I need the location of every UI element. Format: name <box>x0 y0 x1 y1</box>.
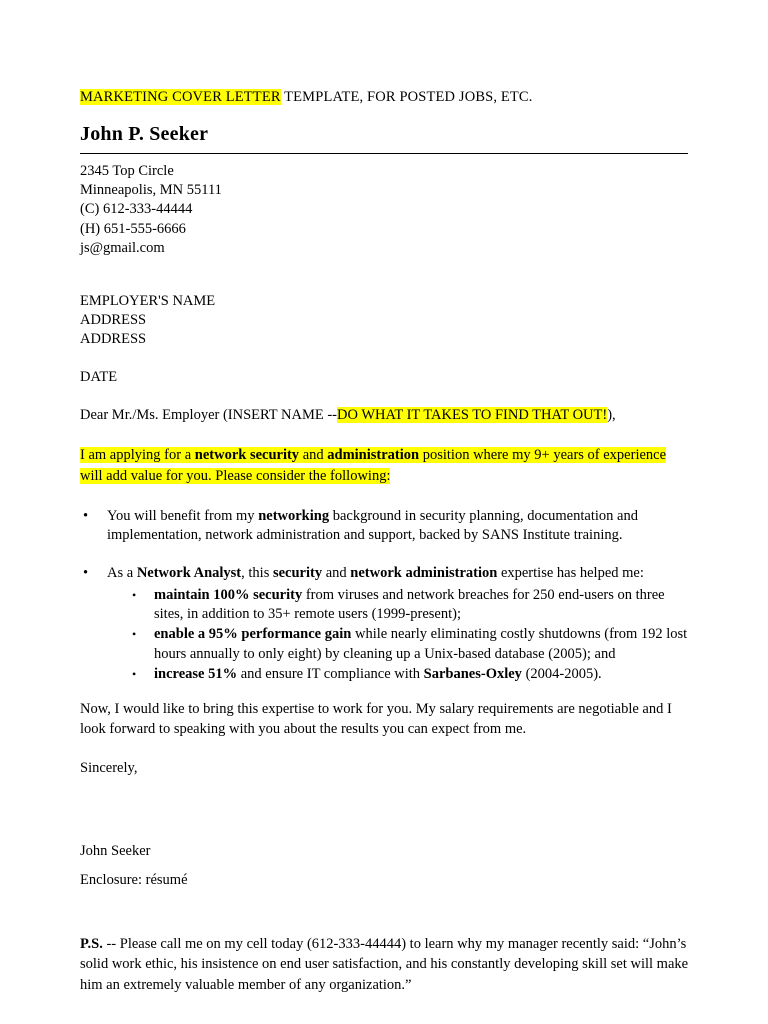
sign-off: Sincerely, <box>80 760 138 777</box>
bullet-icon: • <box>132 666 137 681</box>
sender-address-block <box>80 162 688 258</box>
bullet-2-part3: and <box>322 564 351 581</box>
postscript-paragraph <box>80 934 692 996</box>
spacer <box>80 349 688 369</box>
postscript-text: -- Please call me on my cell today (612-333-44444) to learn why my manager recently said: “John’s solid work ethic, his insistence on end user satisfaction, and his constantly developing skill set will make him an extremely valuable member of any organization.” <box>80 935 689 993</box>
spacer <box>80 386 688 406</box>
achievements-sublist <box>107 586 688 684</box>
list-item <box>80 564 688 685</box>
sub-bullet-2-text <box>154 625 688 664</box>
document-title-line <box>80 88 688 106</box>
sub-list-item <box>130 586 688 625</box>
list-item <box>80 507 688 546</box>
signature-space <box>80 778 688 842</box>
bullet-2-bold-security: security <box>272 564 323 581</box>
qualifications-list <box>80 507 688 684</box>
spacer <box>80 425 688 445</box>
sub-bullet-3-bold-sarbanes-oxley: Sarbanes-Oxley <box>423 665 522 682</box>
sub-bullet-2-bold: enable a 95% performance gain <box>154 626 352 643</box>
sub-bullet-3-part3: (2004-2005). <box>521 665 602 682</box>
title-remainder-text: TEMPLATE, FOR POSTED JOBS, ETC. <box>280 89 533 105</box>
spacer <box>80 258 688 292</box>
sub-list-item <box>130 665 688 684</box>
sub-bullet-1-text <box>154 586 688 625</box>
sender-phone-cell: (C) 612-333-44444 <box>80 201 193 218</box>
sub-bullet-2-rest: while nearly eliminating costly shutdowns (from 192 lost hours annually to only eight) by cleaning up a Unix-based database (2005); and <box>154 626 688 662</box>
intro-paragraph <box>80 445 670 487</box>
recipient-name-placeholder: EMPLOYER'S NAME <box>80 292 216 309</box>
salutation-prefix: Dear Mr./Ms. Employer (INSERT NAME -- <box>80 407 338 424</box>
intro-text-part2: and <box>299 446 328 463</box>
bullet-2-part4: expertise has helped me: <box>497 564 644 581</box>
sub-bullet-3-part2: and ensure IT compliance with <box>237 665 424 682</box>
bullet-2-bold-network-administration: network administration <box>350 564 498 581</box>
bullet-1-bold-networking: networking <box>258 508 330 524</box>
signature-name: John Seeker <box>80 843 151 860</box>
sub-bullet-3-text <box>154 665 688 684</box>
sender-address-line: Minneapolis, MN 55111 <box>80 182 222 199</box>
spacer <box>80 685 688 699</box>
title-highlighted-text: MARKETING COVER LETTER <box>80 89 281 105</box>
bullet-icon: • <box>132 627 137 642</box>
salutation-highlighted-note: DO WHAT IT TAKES TO FIND THAT OUT! <box>337 407 608 424</box>
bullet-1-part2: background in security planning, documentation and implementation, network administration and support, backed by SANS Institute training. <box>107 508 638 544</box>
postscript-label: P.S. <box>80 935 103 952</box>
bullet-2-part2: , this <box>241 564 273 581</box>
sub-list-item <box>130 625 688 664</box>
intro-bold-administration: administration <box>327 446 420 463</box>
sub-bullet-3-bold: increase 51% <box>154 665 238 682</box>
sub-bullet-1-rest: from viruses and network breaches for 250 end-users on three sites, in addition to 35+ remote users (1999-present); <box>154 586 665 623</box>
salutation-suffix: ), <box>607 407 616 424</box>
intro-text-part1: I am applying for a <box>80 446 195 463</box>
bullet-2-text <box>107 564 688 583</box>
recipient-address-placeholder: ADDRESS <box>80 311 147 328</box>
header-divider-rule <box>80 153 688 154</box>
bullet-icon: • <box>83 564 89 581</box>
bullet-icon: • <box>83 508 89 524</box>
sub-bullet-1-bold: maintain 100% security <box>154 586 303 603</box>
spacer <box>80 739 688 759</box>
sender-email: js@gmail.com <box>80 239 165 256</box>
sender-name: John P. Seeker <box>80 123 209 146</box>
enclosure-line: Enclosure: résumé <box>80 871 188 888</box>
bullet-2-bold-network-analyst: Network Analyst <box>136 564 242 581</box>
salutation-line <box>80 406 688 425</box>
bullet-2-part1: As a <box>107 564 137 581</box>
spacer <box>80 487 688 507</box>
spacer <box>80 861 688 871</box>
intro-text-part3: position where my 9+ years of experience will add value for you. Please consider the following: <box>80 446 667 484</box>
bullet-1-text <box>107 507 688 546</box>
date-placeholder: DATE <box>80 369 118 386</box>
bullet-icon: • <box>132 587 137 602</box>
bullet-1-part1: You will benefit from my <box>107 508 259 524</box>
sender-phone-home: (H) 651-555-6666 <box>80 220 186 237</box>
intro-bold-network-security: network security <box>194 446 300 463</box>
closing-paragraph: Now, I would like to bring this expertise to work for you. My salary requirements are negotiable and I look forward to speaking with you about the results you can expect from me. <box>80 701 672 738</box>
recipient-address-block <box>80 292 688 349</box>
sender-address-line: 2345 Top Circle <box>80 163 174 180</box>
spacer <box>80 890 688 934</box>
recipient-address-placeholder: ADDRESS <box>80 331 147 347</box>
